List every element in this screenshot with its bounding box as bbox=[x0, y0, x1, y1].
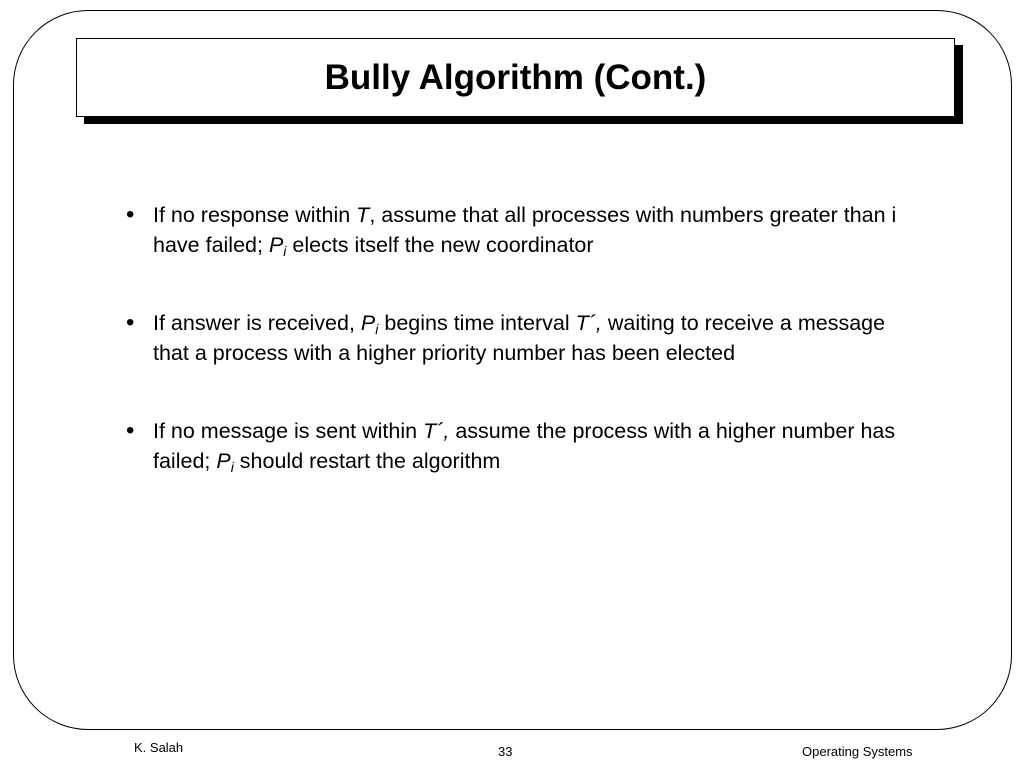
bullet-text: assume the process with a higher number has failed; bbox=[153, 419, 896, 473]
bullet-text: If no message is sent within bbox=[153, 419, 424, 443]
footer-course: Operating Systems bbox=[802, 744, 913, 759]
bullet-text: , assume that all processes with numbers greater than i have failed; bbox=[153, 203, 897, 257]
bullet-item bbox=[126, 200, 906, 260]
title-box bbox=[76, 38, 955, 117]
subscript-i: i bbox=[283, 243, 287, 259]
slide-title: Bully Algorithm (Cont.) bbox=[324, 57, 707, 97]
bullet-list bbox=[126, 200, 906, 476]
variable-t-prime: T´, bbox=[575, 311, 602, 335]
subscript-i: i bbox=[230, 459, 234, 475]
footer-page-number: 33 bbox=[498, 744, 513, 759]
bullet-text: begins time interval bbox=[378, 311, 576, 335]
footer-author: K. Salah bbox=[134, 740, 184, 755]
variable-t-prime: T´, bbox=[423, 419, 450, 443]
subscript-i: i bbox=[375, 321, 379, 337]
bullet-text: should restart the algorithm bbox=[233, 449, 501, 473]
bullet-icon: • bbox=[126, 201, 135, 228]
bullet-item bbox=[126, 416, 906, 476]
bullet-text: If answer is received, bbox=[153, 311, 361, 335]
bullet-text: If no response within bbox=[153, 203, 357, 227]
variable-p: P bbox=[216, 449, 231, 473]
bullet-icon: • bbox=[126, 417, 135, 444]
bullet-text: elects itself the new coordinator bbox=[286, 233, 594, 257]
variable-p: P bbox=[268, 233, 284, 257]
variable-p: P bbox=[360, 311, 376, 335]
bullet-item bbox=[126, 308, 906, 368]
bullet-text: waiting to receive a message that a process with a higher priority number has been elected bbox=[153, 311, 886, 365]
bullet-icon: • bbox=[126, 309, 135, 336]
variable-t: T bbox=[356, 203, 370, 227]
